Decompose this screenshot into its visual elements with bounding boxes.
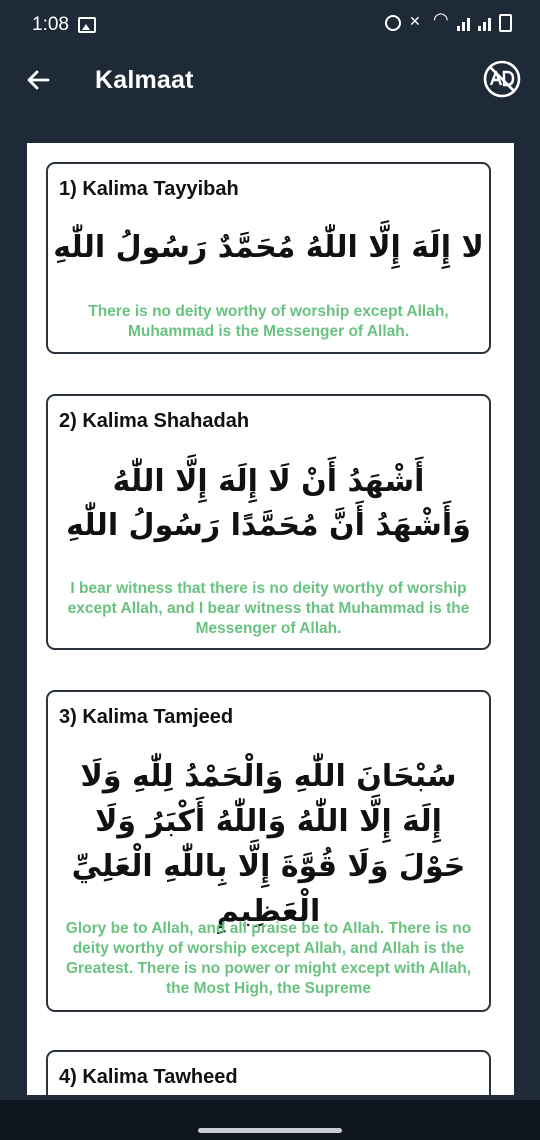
page-title: Kalmaat bbox=[95, 66, 194, 94]
wifi-icon bbox=[433, 15, 449, 31]
signal-icon bbox=[457, 15, 470, 31]
kalimas-list[interactable] bbox=[27, 143, 514, 1095]
app-bar bbox=[0, 52, 540, 110]
remove-ads-button[interactable] bbox=[482, 59, 522, 99]
kalima-card bbox=[46, 1050, 491, 1095]
kalima-arabic-text: لا إِلَهَ إِلَّا اللّٰهُ مُحَمَّدٌ رَسُولُ اللّٰهِ bbox=[53, 230, 484, 265]
no-ads-icon bbox=[482, 59, 522, 99]
kalima-title: 4) Kalima Tawheed bbox=[59, 1066, 238, 1088]
kalima-translation: There is no deity worthy of worship except Allah, Muhammad is the Messenger of Allah. bbox=[88, 303, 449, 340]
kalima-title: 3) Kalima Tamjeed bbox=[59, 706, 234, 728]
kalima-arabic-text: سُبْحَانَ اللّٰهِ وَالْحَمْدُ لِلّٰهِ وَلَا إِلَهَ إِلَّا اللّٰهُ وَاللّٰهُ أَكْبَرُ وَلَا حَوْلَ وَلَا قُوَّةَ إِلَّا بِاللّٰهِ الْعَلِيِّ الْعَظِيمِ bbox=[71, 759, 466, 929]
image-notification-icon bbox=[78, 17, 96, 33]
alarm-icon bbox=[385, 15, 401, 31]
status-bar bbox=[0, 0, 540, 52]
status-icons bbox=[385, 14, 512, 32]
vibrate-mute-icon bbox=[409, 15, 425, 31]
kalima-title: 1) Kalima Tayyibah bbox=[59, 178, 239, 200]
kalima-translation: I bear witness that there is no deity worthy of worship except Allah, and I bear witness that Muhammad is the Messenger of Allah. bbox=[67, 580, 470, 637]
kalima-translation: Glory be to Allah, and all praise be to Allah. There is no deity worthy of worship except Allah, and Allah is the Greatest. There is no power or might except with Allah, the Most High, the Supreme bbox=[65, 920, 472, 997]
battery-icon bbox=[499, 14, 512, 32]
system-nav-bar bbox=[0, 1100, 540, 1140]
signal-icon-2 bbox=[478, 15, 491, 31]
arrow-left-icon bbox=[22, 64, 54, 96]
status-time: 1:08 bbox=[32, 14, 69, 35]
kalima-card bbox=[46, 162, 491, 354]
home-gesture-handle[interactable] bbox=[198, 1128, 342, 1133]
kalima-title: 2) Kalima Shahadah bbox=[59, 410, 250, 432]
kalima-card bbox=[46, 690, 491, 1012]
kalima-card bbox=[46, 394, 491, 650]
back-button[interactable] bbox=[22, 64, 54, 96]
kalima-arabic-text: أَشْهَدُ أَنْ لَا إِلَهَ إِلَّا اللّٰهُ وَأَشْهَدُ أَنَّ مُحَمَّدًا رَسُولُ اللّٰهِ bbox=[66, 464, 471, 543]
